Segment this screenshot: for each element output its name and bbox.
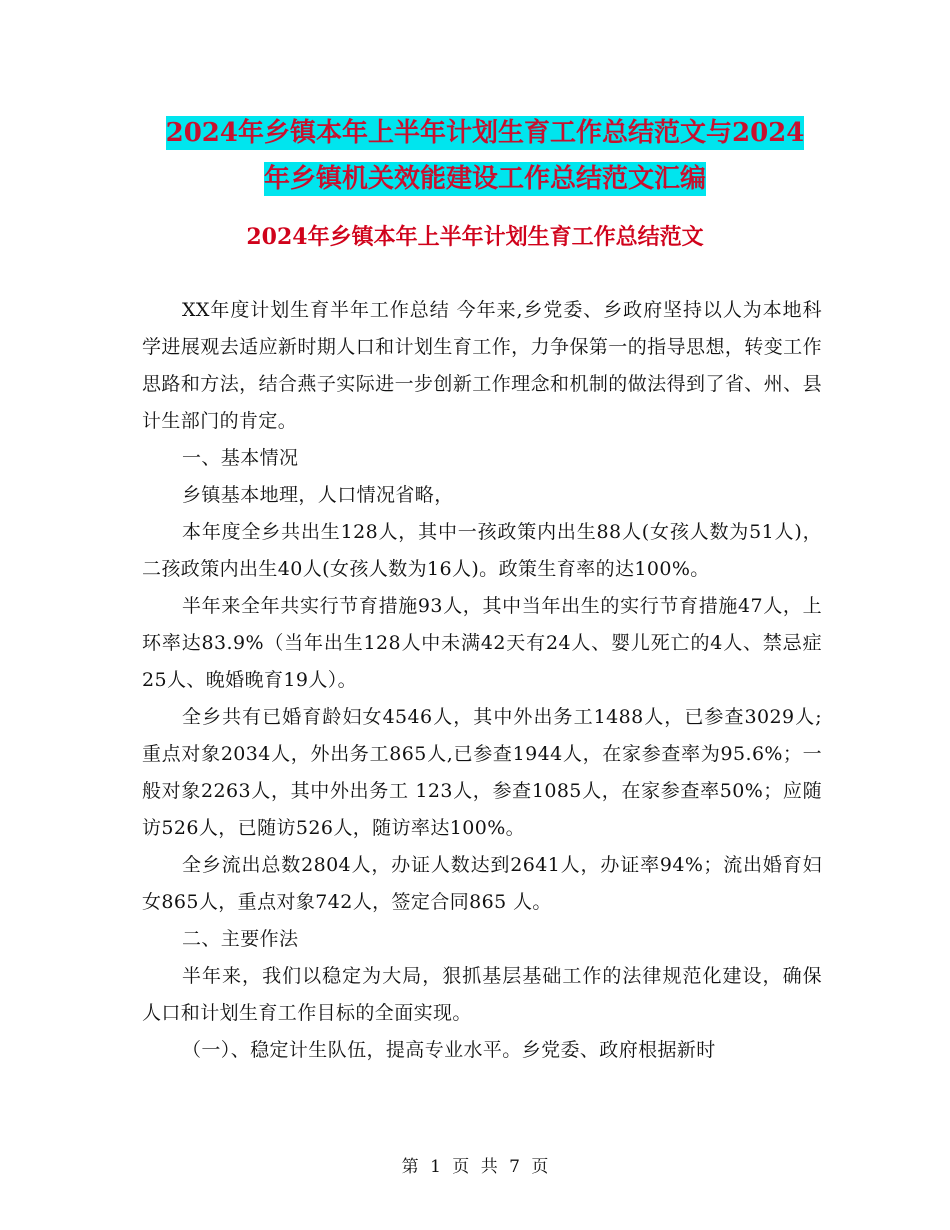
paragraph-outflow: 全乡流出总数2804人，办证人数达到2641人，办证率94%；流出婚育妇女865人，重点对象742人，签定合同865 人。 <box>142 854 822 913</box>
heading-main-methods: 二、主要作法 <box>182 928 299 950</box>
paragraph-geography: 乡镇基本地理，人口情况省略， <box>182 484 454 506</box>
paragraph-methods-intro: 半年来，我们以稳定为大局，狠抓基层基础工作的法律规范化建设，确保人口和计划生育工作目标的全面实现。 <box>142 965 822 1024</box>
paragraph-contraception: 半年来全年共实行节育措施93人，其中当年出生的实行节育措施47人，上环率达83.9%（当年出生128人中未满42天有24人、婴儿死亡的4人、禁忌症25人、晚婚晚育19人）。 <box>142 595 822 691</box>
title-line-1: 2024年乡镇本年上半年计划生育工作总结范文与2024 <box>165 118 805 148</box>
paragraph-women-checks: 全乡共有已婚育龄妇女4546人，其中外出务工1488人，已参查3029人;重点对象2034人，外出务工865人,已参查1944人，在家参查率为95.6%；一般对象2263人，其中外出务工 123人，参查1085人，在家参查率50%；应随访526人，已随访526人，随访率达100%。 <box>142 706 822 839</box>
title-line-2: 年乡镇机关效能建设工作总结范文汇编 <box>263 164 706 194</box>
page-footer: 第 1 页 共 7 页 <box>401 1157 549 1177</box>
paragraph-team: （一）、稳定计生队伍，提高专业水平。乡党委、政府根据新时 <box>182 1039 716 1061</box>
section-title: 2024年乡镇本年上半年计划生育工作总结范文 <box>246 224 704 250</box>
document-title <box>140 110 830 202</box>
document-body <box>142 292 822 1069</box>
paragraph-births: 本年度全乡共出生128人，其中一孩政策内出生88人(女孩人数为51人)，二孩政策内出生40人(女孩人数为16人)。政策生育率的达100%。 <box>142 521 822 580</box>
heading-basic-situation: 一、基本情况 <box>182 447 299 469</box>
paragraph-intro: XX年度计划生育半年工作总结 今年来,乡党委、乡政府坚持以人为本地科学进展观去适应新时期人口和计划生育工作，力争保第一的指导思想，转变工作思路和方法，结合燕子实际进一步创新工作理念和机制的做法得到了省、州、县计生部门的肯定。 <box>142 299 822 432</box>
